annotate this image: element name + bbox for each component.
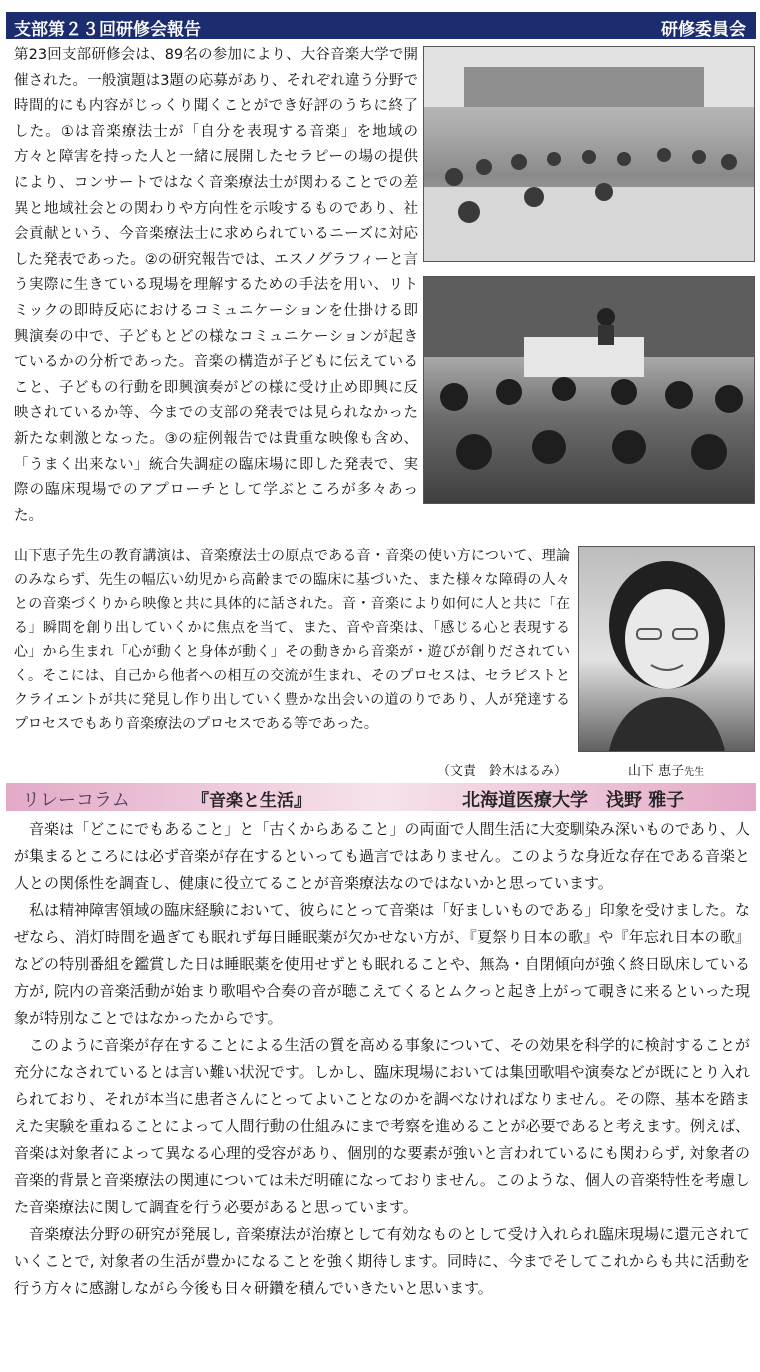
section-header — [6, 12, 756, 39]
column-paragraph: このように音楽が存在することによる生活の質を高める事象について、その効果を科学的に検討することが充分になされているとは言い難い状況です。しかし、臨床現場においては集団歌唱や演奏などが既にとり入れられており、それが本当に患者さんにとってよいことなのかを調べなければなりません。その際、基本を踏まえた実験を重ねることによって人間行動の仕組みにまで考察を進めることが必要であると考えます。例えば、音楽は対象者によって異なる心理的受容があり、個別的な要素が強いと言われているにも関わらず, 対象者の音楽的背景と音楽療法の関連については未だ明確になっておりません。このような、個人の音楽特性を考慮した音楽療法に関して調査を行う必要があると思っています。 — [14, 1036, 750, 1216]
column-paragraph: 私は精神障害領域の臨床経験において、彼らにとって音楽は「好ましいものである」印象を受けました。なぜなら、消灯時間を過ぎても眠れず毎日睡眠薬が欠かせない方が、『夏祭り日本の歌』や『年忘れ日本の歌』などの特別番組を鑑賞した日は睡眠薬を使用せずとも眠れることや、無為・自閉傾向が強く終日臥床している方が, 院内の音楽活動が始まり歌唱や合奏の音が聴こえてくるとムクっと起き上がって覗きに来るといった現象が特別なことではなかったからです。 — [14, 901, 750, 1027]
seminar-photo-1 — [423, 46, 755, 262]
column-paragraph: 音楽療法分野の研究が発展し, 音楽療法が治療として有効なものとして受け入れられ臨床現場に還元されていくことで, 対象者の生活が豊かになることを強く期待します。同時に、今までそしてこれからも共に活動を行う方々に感謝しながら今後も日々研鑽を積んでいきたいと思います。 — [14, 1225, 750, 1297]
photo-caption: 山下 恵子先生 — [628, 764, 705, 779]
author-credit: （文責 鈴木はるみ） — [437, 764, 568, 779]
portrait-photo — [578, 546, 755, 752]
report-paragraph-1: 第23回支部研修会は、89名の参加により、大谷音楽大学で開催された。一般演題は3題の応募があり、それぞれ違う分野で時間的にも内容がじっくり聞くことができ好評のうちに終了した。①は音楽療法士が「自分を表現する音楽」を地域の方々と障害を持った人と一緒に展開したセラピーの場の提供により、コンサートではなく音楽療法士が関わることでの差異と地域社会との関わりや方向性を示唆するものであり、社会貢献という、今音楽療法士に求められているニーズに対応した発表であった。②の研究報告では、エスノグラフィーと言う実際に生きている現場を理解するための手法を用い、リトミックの即時反応におけるコミュニケーションを仕掛ける即興演奏の中で、子どもとどの様なコミュニケーションが起きているかの分析であった。音楽の構造が子どもに伝えていること、子どもの行動を即興演奏がどの様に受け止め即興に反映されているか等、今までの支部の発表では見られなかった新たな刺激となった。③の症例報告では貴重な映像も含め、「うまく出来ない」統合失調症の臨床場に即した発表で、実際の臨床現場でのアプローチとして学ぶところが多々あった。 — [14, 47, 418, 524]
column-paragraph: 音楽は「どこにでもあること」と「古くからあること」の両面で人間生活に大変馴染み深いものであり、人が集まるところには必ず音楽が存在するといっても過言ではありません。このような身近な存在である音楽と人との関係性を調査し、健康に役立てることが音楽療法なのではないかと思っています。 — [14, 820, 750, 892]
report-paragraph-2: 山下恵子先生の教育講演は、音楽療法士の原点である音・音楽の使い方について、理論のみならず、先生の幅広い幼児から高齢までの臨床に基づいた、また様々な障碍の人々との音楽づくりから映像と共に具体的に話された。音・音楽により如何に人と共に「在る」瞬間を創り出していくかに焦点を当て、また、音や音楽は、「感じる心と表現する心」から生まれ「心が動くと身体が動く」その動きから音楽が・遊びが創りだされていく。そこには、自己から他者への相互の交流が生まれ、そのプロセスは、セラピストとクライエントが共に発見し作り出していく豊かな出会いの道のりであり、人が発達するプロセスでもあり音楽療法のプロセスである等であった。 — [14, 548, 570, 732]
relay-column-header — [6, 783, 756, 811]
column-body — [14, 816, 750, 1302]
relay-column-label: リレーコラム — [22, 790, 130, 811]
report-title: 支部第２３回研修会報告 — [14, 20, 201, 40]
committee-name: 研修委員会 — [661, 20, 746, 40]
seminar-photo-2 — [423, 276, 755, 504]
column-author: 北海道医療大学 浅野 雅子 — [462, 790, 685, 811]
column-title: 『音楽と生活』 — [192, 791, 311, 811]
